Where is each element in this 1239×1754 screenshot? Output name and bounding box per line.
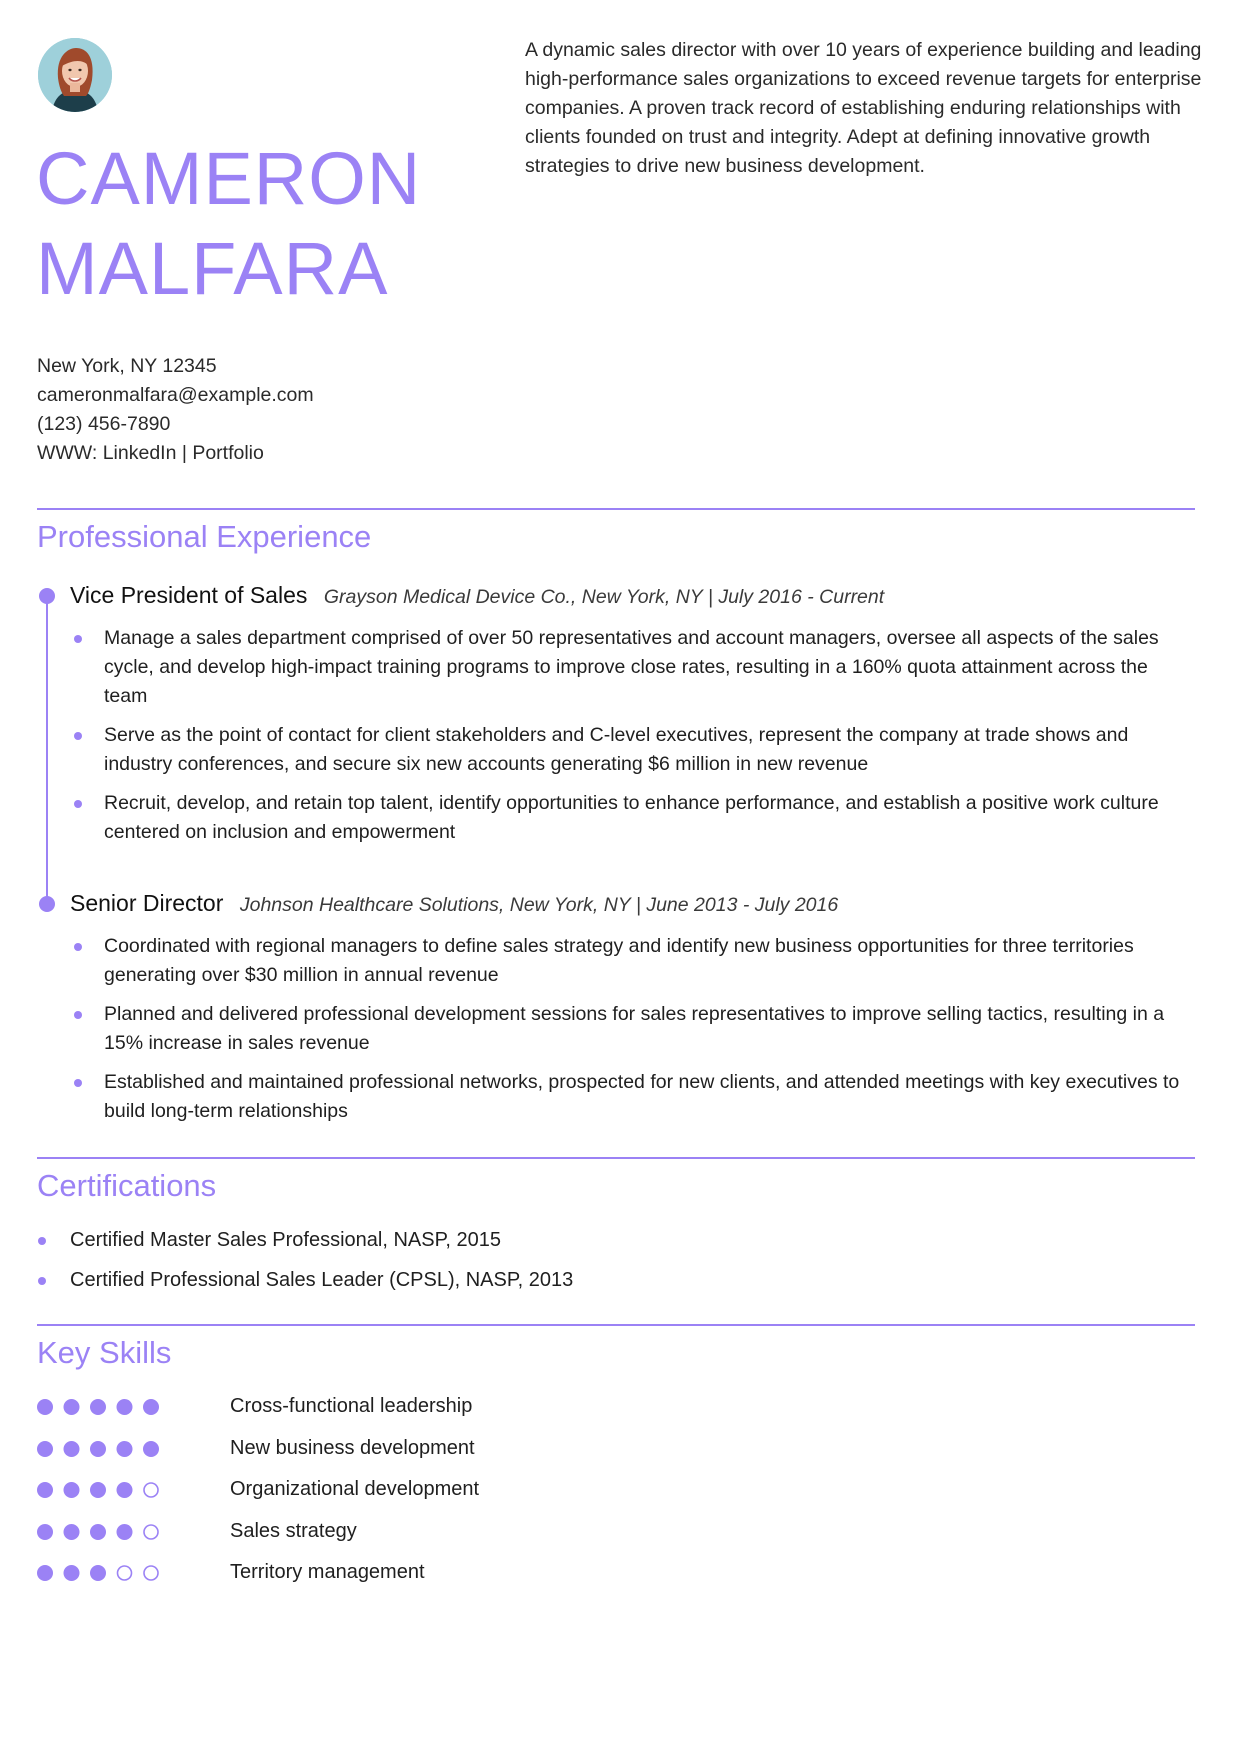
certification-text: Certified Master Sales Professional, NASP, 2015 xyxy=(70,1229,501,1251)
bullet-text: Planned and delivered professional development sessions for sales representatives to improve selling tactics, resulting in a 15% increase in sales revenue xyxy=(104,1003,1165,1054)
bullet-text: Established and maintained professional networks, prospected for new clients, and attended meetings with key executives to build long-term relationships xyxy=(104,1071,1180,1122)
bullet-icon xyxy=(74,732,82,740)
rating-dot-filled xyxy=(64,1524,80,1540)
timeline-dot xyxy=(39,588,55,604)
rating-dot-empty xyxy=(144,1566,158,1580)
skill-rating xyxy=(37,1564,177,1582)
skill-name: Territory management xyxy=(230,1561,425,1583)
bullet-text: Coordinated with regional managers to define sales strategy and identify new business opportunities for three territories generating over $30 million in annual revenue xyxy=(104,935,1134,986)
list-item xyxy=(104,932,1194,990)
rating-dots xyxy=(37,1440,177,1458)
rating-dot-filled xyxy=(90,1565,106,1581)
bullet-icon xyxy=(74,1079,82,1087)
contact-web: WWW: LinkedIn | Portfolio xyxy=(37,442,264,464)
rating-dot-filled xyxy=(64,1565,80,1581)
bullet-icon xyxy=(74,635,82,643)
rating-dot-filled xyxy=(117,1524,133,1540)
contact-info xyxy=(37,352,314,468)
rating-dot-filled xyxy=(90,1482,106,1498)
rating-dot-filled xyxy=(90,1524,106,1540)
profile-photo-image xyxy=(38,38,112,112)
rating-dot-filled xyxy=(64,1399,80,1415)
bullet-icon xyxy=(74,1011,82,1019)
rating-dot-filled xyxy=(117,1399,133,1415)
list-item xyxy=(104,624,1194,711)
job-bullets xyxy=(104,624,1194,857)
section-divider xyxy=(37,508,1195,510)
section-divider xyxy=(37,1157,1195,1159)
rating-dot-empty xyxy=(144,1525,158,1539)
timeline-dot xyxy=(39,896,55,912)
name-first: CAMERON xyxy=(36,137,422,220)
certifications-list xyxy=(70,1226,573,1306)
bullet-icon xyxy=(38,1277,46,1285)
section-divider xyxy=(37,1324,1195,1326)
rating-dot-filled xyxy=(37,1565,53,1581)
experience-heading: Professional Experience xyxy=(37,519,372,554)
contact-location: New York, NY 12345 xyxy=(37,355,217,377)
list-item xyxy=(104,721,1194,779)
rating-dot-filled xyxy=(37,1524,53,1540)
candidate-name xyxy=(36,134,421,314)
contact-phone: (123) 456-7890 xyxy=(37,413,171,435)
list-item xyxy=(70,1266,573,1295)
rating-dot-filled xyxy=(37,1399,53,1415)
profile-photo xyxy=(38,38,112,112)
rating-dot-filled xyxy=(64,1482,80,1498)
rating-dot-filled xyxy=(143,1399,159,1415)
rating-dot-filled xyxy=(117,1441,133,1457)
list-item xyxy=(70,1226,573,1255)
bullet-text: Recruit, develop, and retain top talent, identify opportunities to enhance performance, and establish a positive work culture centered on inclusion and empowerment xyxy=(104,792,1159,843)
bullet-icon xyxy=(74,943,82,951)
name-last: MALFARA xyxy=(36,227,389,310)
bullet-text: Manage a sales department comprised of over 50 representatives and account managers, oversee all aspects of the sales cycle, and develop high-impact training programs to improve close rates, resulting in a 160% quota attainment across the team xyxy=(104,627,1159,707)
job-header xyxy=(70,888,838,922)
skill-rating xyxy=(37,1523,177,1541)
rating-dot-filled xyxy=(64,1441,80,1457)
certifications-heading: Certifications xyxy=(37,1168,217,1203)
rating-dot-filled xyxy=(117,1482,133,1498)
rating-dot-filled xyxy=(90,1441,106,1457)
job-title: Vice President of Sales xyxy=(70,582,308,608)
rating-dot-empty xyxy=(118,1566,132,1580)
rating-dot-filled xyxy=(90,1399,106,1415)
job-title: Senior Director xyxy=(70,890,224,916)
contact-email: cameronmalfara@example.com xyxy=(37,384,314,406)
rating-dots xyxy=(37,1523,177,1541)
bullet-icon xyxy=(74,800,82,808)
skill-name: New business development xyxy=(230,1436,475,1459)
skill-name: Organizational development xyxy=(230,1478,480,1500)
skill-rating xyxy=(37,1398,177,1416)
professional-summary: A dynamic sales director with over 10 years of experience building and leading high-performance sales organizations to exceed revenue targets for enterprise companies. A proven track record of establishing enduring relationships with clients founded on trust and integrity. Adept at defining innovative growth strategies to drive new business development. xyxy=(525,39,1202,177)
rating-dot-empty xyxy=(144,1483,158,1497)
rating-dots xyxy=(37,1481,177,1499)
skill-name: Cross-functional leadership xyxy=(230,1395,473,1417)
skills-heading: Key Skills xyxy=(37,1335,172,1370)
bullet-text: Serve as the point of contact for client stakeholders and C-level executives, represent the company at trade shows and industry conferences, and secure six new accounts generating $6 million in new revenue xyxy=(104,724,1129,775)
job-bullets xyxy=(104,932,1194,1136)
skill-name: Sales strategy xyxy=(230,1519,357,1542)
skill-rating xyxy=(37,1481,177,1499)
job-meta: Grayson Medical Device Co., New York, NY | July 2016 - Current xyxy=(323,586,885,608)
bullet-icon xyxy=(38,1237,46,1245)
rating-dots xyxy=(37,1564,177,1582)
timeline-line xyxy=(46,596,48,906)
rating-dot-filled xyxy=(37,1482,53,1498)
list-item xyxy=(104,789,1194,847)
list-item xyxy=(104,1068,1194,1126)
rating-dot-filled xyxy=(143,1441,159,1457)
job-header xyxy=(70,580,884,614)
rating-dots xyxy=(37,1398,177,1416)
job-meta: Johnson Healthcare Solutions, New York, NY | June 2013 - July 2016 xyxy=(239,894,839,916)
certification-text: Certified Professional Sales Leader (CPSL), NASP, 2013 xyxy=(70,1269,574,1291)
rating-dot-filled xyxy=(37,1441,53,1457)
skill-rating xyxy=(37,1440,177,1458)
list-item xyxy=(104,1000,1194,1058)
